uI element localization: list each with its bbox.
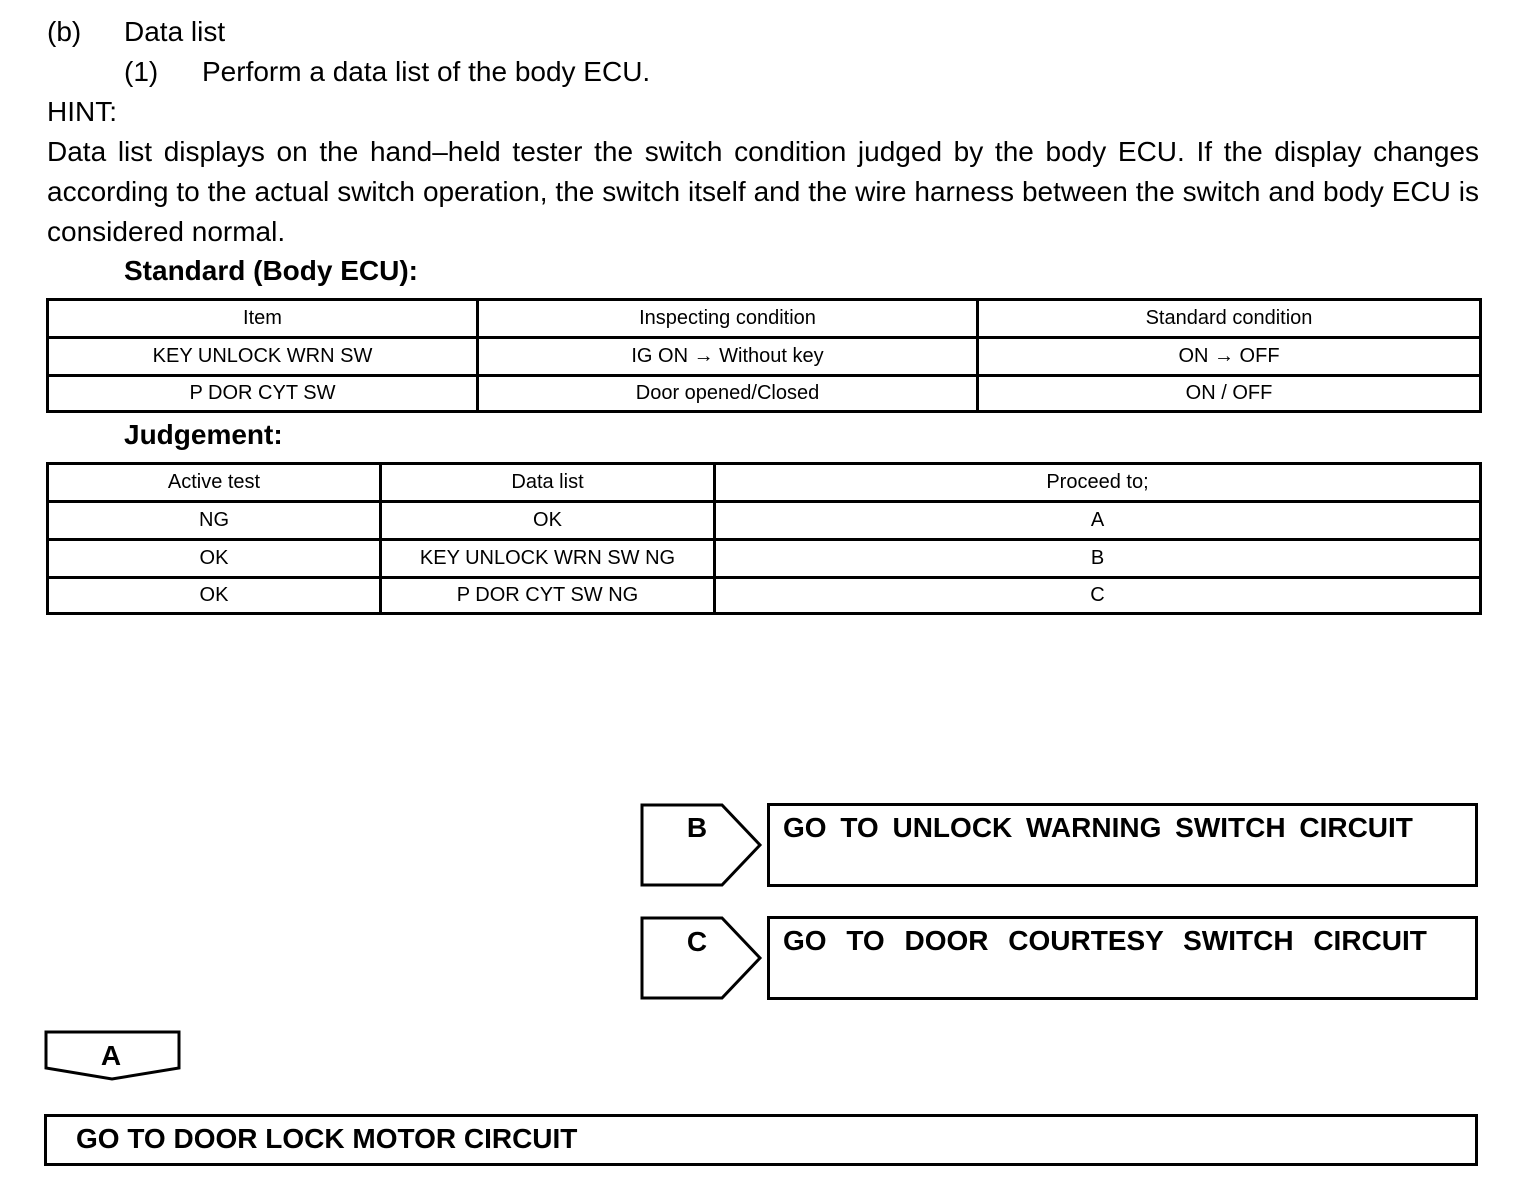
- sub-step-text: Perform a data list of the body ECU.: [202, 56, 651, 87]
- table-cell: Door opened/Closed: [478, 376, 978, 412]
- branch-b-box: [767, 803, 1478, 887]
- table-row: [48, 376, 1481, 412]
- hint-paragraph: Data list displays on the hand–held tester the switch condition judged by the body ECU. If the display changes according to the actual switch operation, the switch itself and the wire harness between the switch and body ECU is considered normal.: [47, 136, 1479, 247]
- table-cell: NG: [48, 502, 381, 540]
- header-cell: Active test: [48, 464, 381, 502]
- judgement-heading: Judgement:: [124, 419, 283, 450]
- header-cell: Item: [48, 300, 478, 338]
- sub-step-label: (1): [124, 56, 159, 87]
- standard-heading: Standard (Body ECU):: [124, 255, 418, 286]
- table-header-row: [48, 300, 1481, 338]
- branch-c-box: [767, 916, 1478, 1000]
- table-row: [48, 578, 1481, 614]
- branch-c-letter: C: [686, 926, 708, 957]
- table-cell: ON → OFF: [978, 338, 1481, 376]
- step-label: (b): [47, 16, 82, 47]
- header-cell: Proceed to;: [715, 464, 1481, 502]
- branch-a-letter: A: [100, 1040, 122, 1071]
- header-cell: Data list: [381, 464, 715, 502]
- table-cell: B: [715, 540, 1481, 578]
- table-row: [48, 540, 1481, 578]
- table-row: [48, 338, 1481, 376]
- branch-c-text: GO TO DOOR COURTESY SWITCH CIRCUIT: [783, 925, 1427, 956]
- table-cell: KEY UNLOCK WRN SW NG: [381, 540, 715, 578]
- branch-a-text: GO TO DOOR LOCK MOTOR CIRCUIT: [76, 1123, 578, 1154]
- table-cell: ON / OFF: [978, 376, 1481, 412]
- table-cell: IG ON → Without key: [478, 338, 978, 376]
- table-cell: OK: [48, 540, 381, 578]
- hint-label: HINT:: [47, 96, 117, 127]
- table-cell: C: [715, 578, 1481, 614]
- table-cell: P DOR CYT SW NG: [381, 578, 715, 614]
- table-cell: P DOR CYT SW: [48, 376, 478, 412]
- table-header-row: [48, 464, 1481, 502]
- table-cell: OK: [381, 502, 715, 540]
- branch-b-text: GO TO UNLOCK WARNING SWITCH CIRCUIT: [783, 812, 1413, 843]
- standard-table: [46, 298, 1482, 413]
- table-cell: OK: [48, 578, 381, 614]
- branch-b-letter: B: [686, 812, 708, 843]
- table-cell: KEY UNLOCK WRN SW: [48, 338, 478, 376]
- table-row: [48, 502, 1481, 540]
- header-cell: Standard condition: [978, 300, 1481, 338]
- header-cell: Inspecting condition: [478, 300, 978, 338]
- branch-a-box: [44, 1114, 1478, 1166]
- judgement-table: [46, 462, 1482, 615]
- step-title: Data list: [124, 16, 226, 47]
- table-cell: A: [715, 502, 1481, 540]
